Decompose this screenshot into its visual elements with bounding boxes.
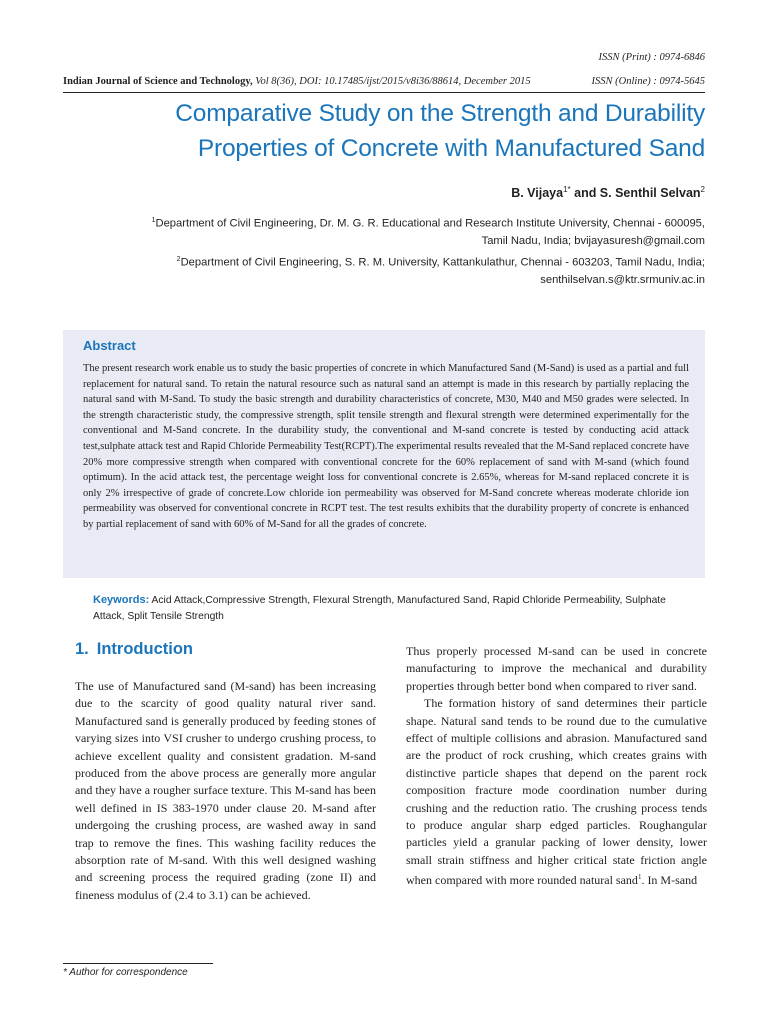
intro-paragraph-3-tail: . In M-sand <box>641 873 698 888</box>
body-column-left <box>75 678 376 904</box>
section-number: 1. <box>75 640 89 658</box>
affiliation-2-line-1: Department of Civil Engineering, S. R. M. University, Kattankulathur, Chennai - 603203, Tamil Nadu, India; <box>180 256 705 269</box>
citation-marker: 1 <box>637 873 642 882</box>
affiliation-1-line-2: Tamil Nadu, India; bvijayasuresh@gmail.com <box>481 235 705 248</box>
journal-volume-doi: Vol 8(36), DOI: 10.17485/ijst/2015/v8i36/88614, December 2015 <box>252 76 531 87</box>
author-1-name: B. Vijaya <box>511 186 564 201</box>
affiliation-2 <box>65 251 705 272</box>
author-2-marker: 2 <box>700 185 705 194</box>
intro-paragraph-3 <box>406 695 707 889</box>
keywords-text: Acid Attack,Compressive Strength, Flexural Strength, Manufactured Sand, Rapid Chloride Permeability, Sulphate Attack, Split Tensile Strength <box>93 595 666 622</box>
intro-paragraph-2: Thus properly processed M-sand can be used in concrete manufacturing to improve the mechanical and durability properties through better bond when compared to river sand. <box>406 644 707 693</box>
author-list <box>511 185 705 200</box>
issn-print: ISSN (Print) : 0974-6846 <box>598 52 705 63</box>
intro-paragraph-3-text: The formation history of sand determines their particle shape. Natural sand tends to be round due to the cumulative effect of multiple collisions and abrasion. Manufactured sand are the product of rock crushing, which creates grains with distinctive particle shapes that depend on the parent rock composition fracture mode coordination number during crushing and the reduction ratio. The crushing process tends to produce angular sharp edged particles. Roughangular particles yield a granular packing of lower density, lower small strain stiffness and higher critical state friction angle when compared with more rounded natural sand <box>406 696 707 888</box>
affiliations <box>65 212 705 289</box>
intro-paragraph-1: The use of Manufactured sand (M-sand) has been increasing due to the scarcity of good quality natural river sand. Manufactured sand is generally produced by feeding stones of varying sizes into VSI crusher to undergo crushing process, to achieve excellent quality and consistent gradation. M-sand produced from the above process are generally more angular and they have a rougher surface texture. This M-sand has been well defined in IS 383-1970 under clause 20. M-sand after undergoing the crushing process, are washed away in sand trap to remove the fines. This washing facility reduces the absorption rate of M-sand. With this well designed washing and screening process the required grading (zone II) and fineness modulus of (2.4 to 3.1) can be achieved. <box>75 679 376 902</box>
journal-name: Indian Journal of Science and Technology, <box>63 76 253 87</box>
title-line-1: Comparative Study on the Strength and Durability <box>175 100 705 127</box>
journal-citation-line <box>63 74 705 89</box>
issn-online: ISSN (Online) : 0974-5645 <box>591 76 705 87</box>
abstract-heading: Abstract <box>83 338 136 353</box>
affiliation-1-marker: 1 <box>151 217 156 224</box>
header-divider <box>63 92 705 93</box>
body-column-right <box>406 643 707 890</box>
affiliation-1-line-1: Department of Civil Engineering, Dr. M. G. R. Educational and Research Institute University, Chennai - 600095, <box>155 217 705 230</box>
article-title <box>63 96 705 166</box>
affiliation-1 <box>65 212 705 233</box>
affiliation-2-marker: 2 <box>176 255 181 263</box>
section-heading-introduction <box>75 640 193 659</box>
title-line-2: Properties of Concrete with Manufactured Sand <box>197 135 705 162</box>
section-title: Introduction <box>96 640 193 658</box>
abstract-box <box>63 330 705 578</box>
footnote-correspondence: * Author for correspondence <box>63 967 188 978</box>
footnote-divider <box>63 963 213 964</box>
affiliation-2-line-2: senthilselvan.s@ktr.srmuniv.ac.in <box>540 273 705 286</box>
author-2-name: and S. Senthil Selvan <box>570 186 701 201</box>
keywords-label: Keywords: <box>93 594 150 606</box>
author-1-marker: 1* <box>563 185 571 194</box>
abstract-text: The present research work enable us to study the basic properties of concrete in which Manufactured Sand (M-Sand) is used as a partial and full replacement for natural sand. To retain the natural resource such as natural sand an attempt is made in this research by partially replacing the natural sand with M-Sand. To study the basic strength and durability characteristics of concrete, M30, M40 and M50 grades were selected. In the strength characteristic study, the compressive strength, split tensile strength and flexural strength were determined experimentally for the conventional and M-Sand concrete. In the durability study, the conventional and M-sand concrete is tested by conducting acid attack test,sulphate attack test and Rapid Chloride Permeability Test(RCPT).The experimental results revealed that the M-Sand replaced concrete have 20% more compressive strength when compared with conventional concrete for the 60% replacement of sand with M-sand (which found optimum). In the acid attack test, the percentage weight loss for conventional concrete is 2.65%, whereas for M-sand replaced concrete it is only 2% irrespective of grade of concrete.Low chloride ion permeability was observed for M-Sand concrete whereas moderate chloride ion permeability was observed for conventional concrete in RCPT test. The test results exhibits that the durability property of concrete is enhanced by partial replacement of sand with 60% of M-Sand for all the grades of concrete. <box>83 363 689 530</box>
keywords <box>93 592 693 625</box>
